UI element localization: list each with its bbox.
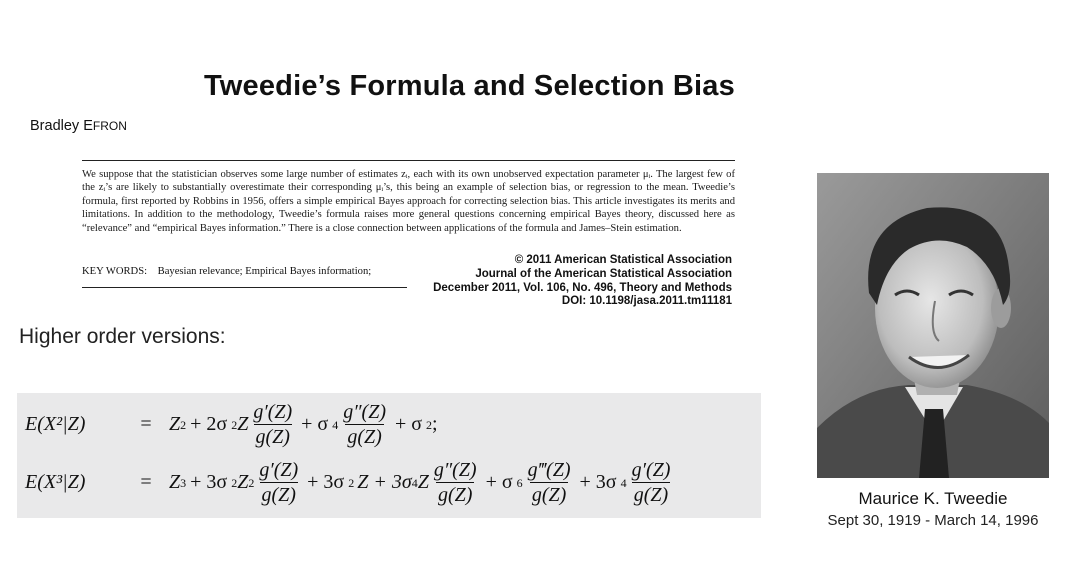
- author-last-initial: E: [83, 118, 93, 134]
- abstract-top-rule: [82, 160, 735, 161]
- author-last-rest: FRON: [92, 119, 127, 133]
- fraction-denominator: g(Z): [347, 426, 382, 448]
- eq1-term: + σ: [394, 413, 423, 435]
- eq2-equals: =: [140, 471, 152, 493]
- fraction-numerator: g′(Z): [253, 401, 293, 423]
- fraction-numerator: g′(Z): [259, 459, 299, 481]
- fraction-numerator: g‴(Z): [527, 459, 571, 481]
- portrait-photo: [817, 173, 1049, 478]
- eq2-term: Z: [417, 471, 429, 493]
- eq1-fraction: [341, 401, 388, 448]
- eq2-term: Z: [169, 471, 181, 493]
- portrait-caption-dates: Sept 30, 1919 - March 14, 1996: [827, 512, 1039, 529]
- eq1-term: + 2σ: [190, 413, 228, 435]
- formula-second-moment: E(X²|Z) = Z 2 + 2σ 2 Z $\frac{g'(Z)}{g(Z)}$ + σ 4 $\frac{g''(Z)}{g(Z)}$ + σ 2 ;: [25, 401, 438, 448]
- paper-abstract: We suppose that the statistician observes some large number of estimates zᵢ, each with its own unobserved expectation parameter μᵢ. The largest few of the zᵢ’s are likely to substantially overestimate their corresponding μᵢ’s, this being an example of selection bias, or regression to the mean. Tweedie’s formula, first reported by Robbins in 1956, offers a simple empirical Bayes approach for correcting selection bias. This article investigates its merits and limitations. In addition to the methodology, Tweedie’s formula raises more general questions concerning empirical Bayes theory, discussed here as “relevance” and “empirical Bayes information.” There is a close connection between applications of the formula and James–Stein estimation.: [82, 169, 735, 234]
- formula-box: [17, 393, 761, 518]
- eq2-term: + 3σ: [579, 471, 617, 493]
- eq2-lhs: E(X³|Z): [25, 471, 86, 493]
- eq1-fraction: [251, 401, 294, 448]
- citation-doi: DOI: 10.1198/jasa.2011.tm11181: [561, 295, 732, 308]
- eq1-term: + σ: [301, 413, 329, 435]
- portrait-caption-name: Maurice K. Tweedie: [858, 489, 1008, 508]
- eq1-term: Z: [237, 413, 249, 435]
- fraction-numerator: g′(Z): [631, 459, 671, 481]
- eq2-fraction: [630, 459, 673, 506]
- fraction-denominator: g(Z): [531, 484, 567, 506]
- fraction-denominator: g(Z): [261, 484, 296, 506]
- eq1-term: ;: [432, 413, 438, 435]
- eq2-fraction: [526, 459, 573, 506]
- eq2-term: + 3σ: [307, 471, 345, 493]
- paper-citation: [400, 254, 732, 309]
- eq2-term: + 3σ: [190, 471, 228, 493]
- fraction-denominator: g(Z): [255, 426, 290, 448]
- fraction-numerator: g″(Z): [343, 401, 386, 423]
- paper-title: Tweedie’s Formula and Selection Bias: [204, 70, 735, 102]
- eq2-fraction: [432, 459, 479, 506]
- eq2-term: Z: [237, 471, 249, 493]
- paper-keywords: KEY WORDS: Bayesian relevance; Empirical Bayes information;: [82, 266, 372, 277]
- section-heading: Higher order versions:: [19, 325, 226, 348]
- formula-third-moment: E(X³|Z) = Z 3 + 3σ 2 Z 2 $\frac{g'(Z)}{g(Z)}$ + 3σ 2 Z + 3σ 4 Z $\frac{g''(Z)}{g(Z)}$ + σ 6 $\frac{g‴(Z)}{g(Z)}$ + 3σ 4 $\frac{g'(Z)}{g(Z)}$: [25, 459, 671, 506]
- fraction-numerator: g″(Z): [433, 459, 477, 481]
- fraction-denominator: g(Z): [437, 484, 473, 506]
- fraction-denominator: g(Z): [633, 484, 669, 506]
- citation-copyright: © 2011 American Statistical Association: [514, 254, 732, 266]
- eq1-term: Z: [169, 413, 181, 435]
- paper-author: [30, 118, 127, 134]
- citation-issue: December 2011, Vol. 106, No. 496, Theory and Methods: [433, 281, 732, 294]
- keywords-bottom-rule: [82, 287, 407, 288]
- author-first-name: Bradley: [30, 118, 84, 134]
- eq2-fraction: [257, 459, 300, 506]
- eq1-equals: =: [140, 413, 152, 435]
- eq2-term: + σ: [485, 471, 513, 493]
- citation-journal: Journal of the American Statistical Association: [475, 267, 732, 280]
- eq2-term: Z + 3σ: [357, 471, 412, 493]
- eq1-lhs: E(X²|Z): [25, 413, 86, 435]
